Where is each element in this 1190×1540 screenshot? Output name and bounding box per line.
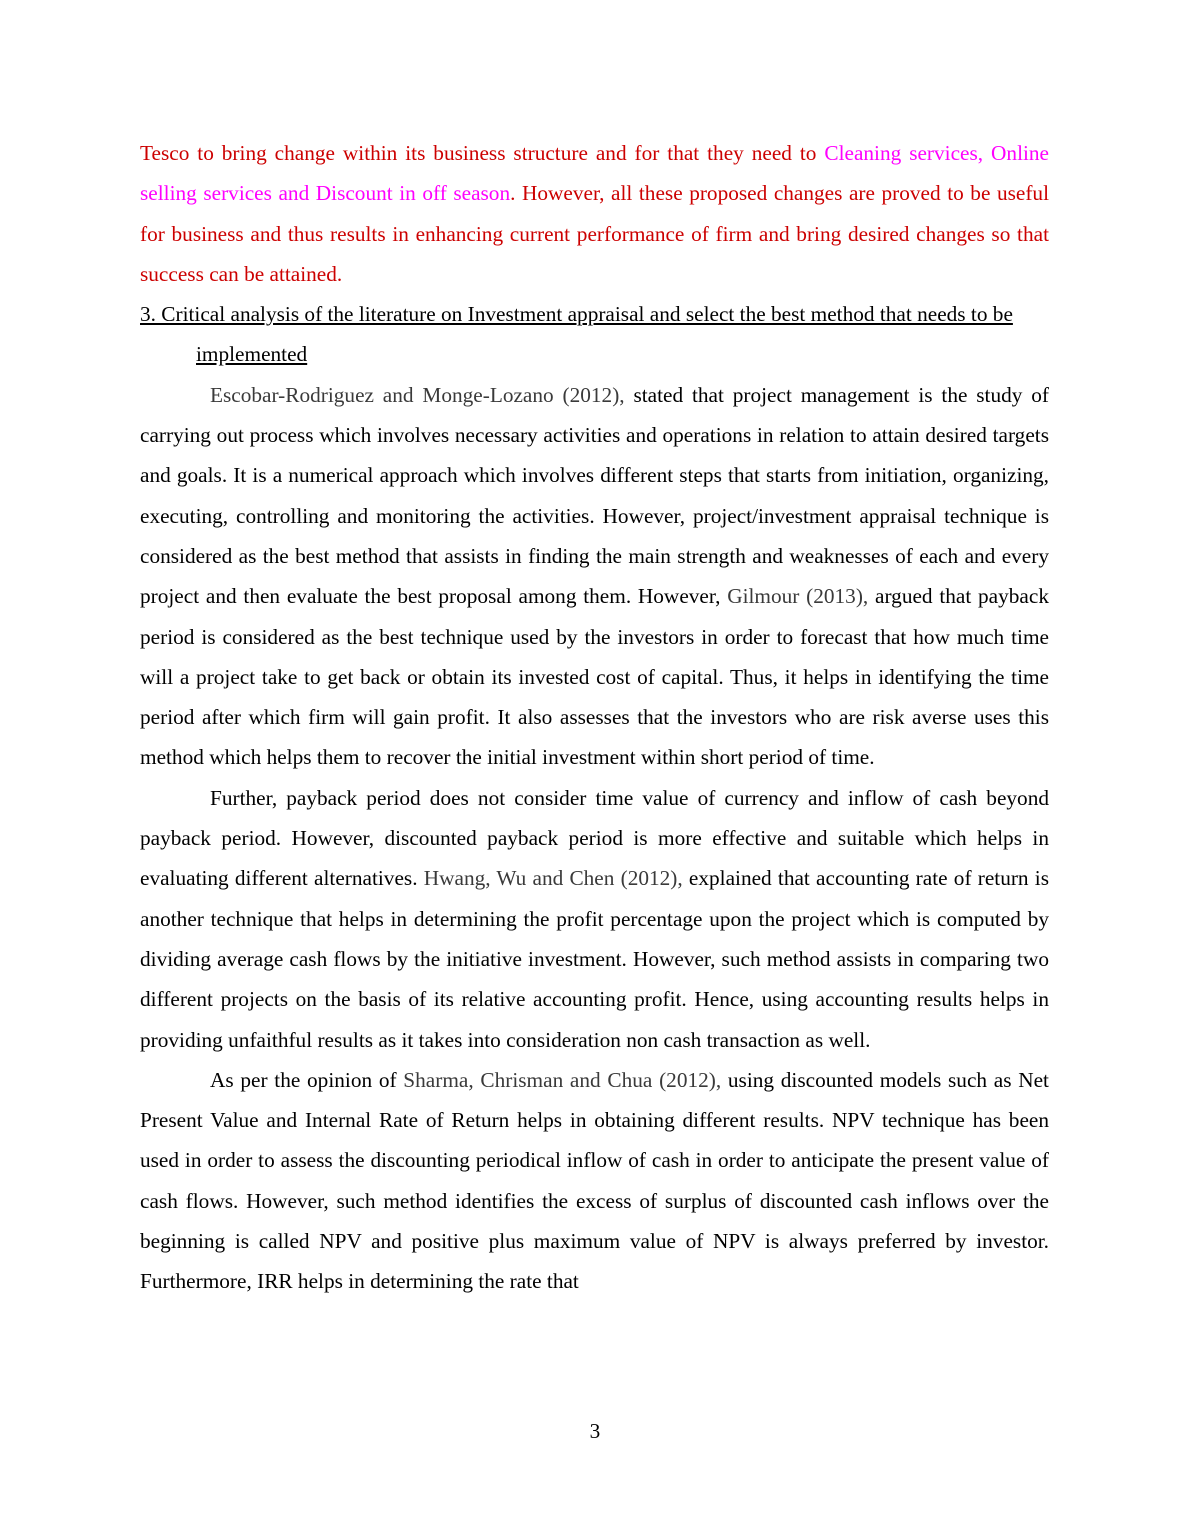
paragraph-payback-period <box>140 778 1049 1060</box>
citation-escobar-rodriguez: Escobar-Rodriguez and Monge-Lozano (2012), <box>210 382 625 407</box>
citation-hwang-wu-chen: Hwang, Wu and Chen (2012), <box>423 866 683 891</box>
paragraph-text: using discounted models such as Net Present Value and Internal Rate of Return helps in obtaining different results. NPV technique has been used in order to assess the discounting periodical inflow of cash in order to anticipate the present value of cash flows. However, such method identifies the excess of surplus of discounted cash inflows over the beginning is called NPV and positive plus maximum value of NPV is always preferred by investor. Furthermore, IRR helps in determining the rate that <box>140 1067 1049 1294</box>
paragraph-project-appraisal <box>140 375 1049 778</box>
document-page <box>140 133 1049 1302</box>
citation-sharma-chrisman-chua: Sharma, Chrisman and Chua (2012), <box>403 1067 722 1092</box>
paragraph-text: stated that project management is the study of carrying out process which involves necessary activities and operations in relation to attain desired targets and goals. It is a numerical approach which involves different steps that starts from initiation, organizing, executing, controlling and monitoring the activities. However, project/investment appraisal technique is considered as the best method that assists in finding the main strength and weaknesses of each and every project and then evaluate the best proposal among them. However, <box>140 382 1049 609</box>
page-number: 3 <box>589 1419 601 1443</box>
intro-text-end: . However, all these proposed changes are proved to be useful for business and thus results in enhancing current performance of firm and bring desired changes so that success can be attained. <box>140 181 1049 286</box>
paragraph-text: argued that payback period is considered as the best technique used by the investors in order to forecast that how much time will a project take to get back or obtain its invested cost of capital. Thus, it helps in identifying the time period after which firm will gain profit. It also assesses that the investors who are risk averse uses this method which helps them to recover the initial investment within short period of time. <box>140 584 1049 770</box>
intro-text-start: Tesco to bring change within its business structure and for that they need to <box>140 141 825 165</box>
paragraph-text: As per the opinion of <box>210 1067 404 1092</box>
paragraph-text: Further, payback period does not consider time value of currency and inflow of cash beyond payback period. However, discounted payback period is more effective and suitable which helps in evaluating different alternatives. <box>140 785 1049 891</box>
citation-gilmour: Gilmour (2013), <box>727 584 869 609</box>
section-heading: 3. Critical analysis of the literature on Investment appraisal and select the best method that needs to be implemented <box>140 302 1013 367</box>
paragraph-discounted-models <box>140 1060 1049 1302</box>
intro-paragraph <box>140 133 1049 294</box>
proposed-changes-highlight: Cleaning services, Online selling services and Discount in off season <box>140 141 1049 206</box>
paragraph-text: explained that accounting rate of return is another technique that helps in determining the profit percentage upon the project which is computed by dividing average cash flows by the initiative investment. However, such method assists in comparing two different projects on the basis of its relative accounting profit. Hence, using accounting results helps in providing unfaithful results as it takes into consideration non cash transaction as well. <box>140 866 1049 1052</box>
